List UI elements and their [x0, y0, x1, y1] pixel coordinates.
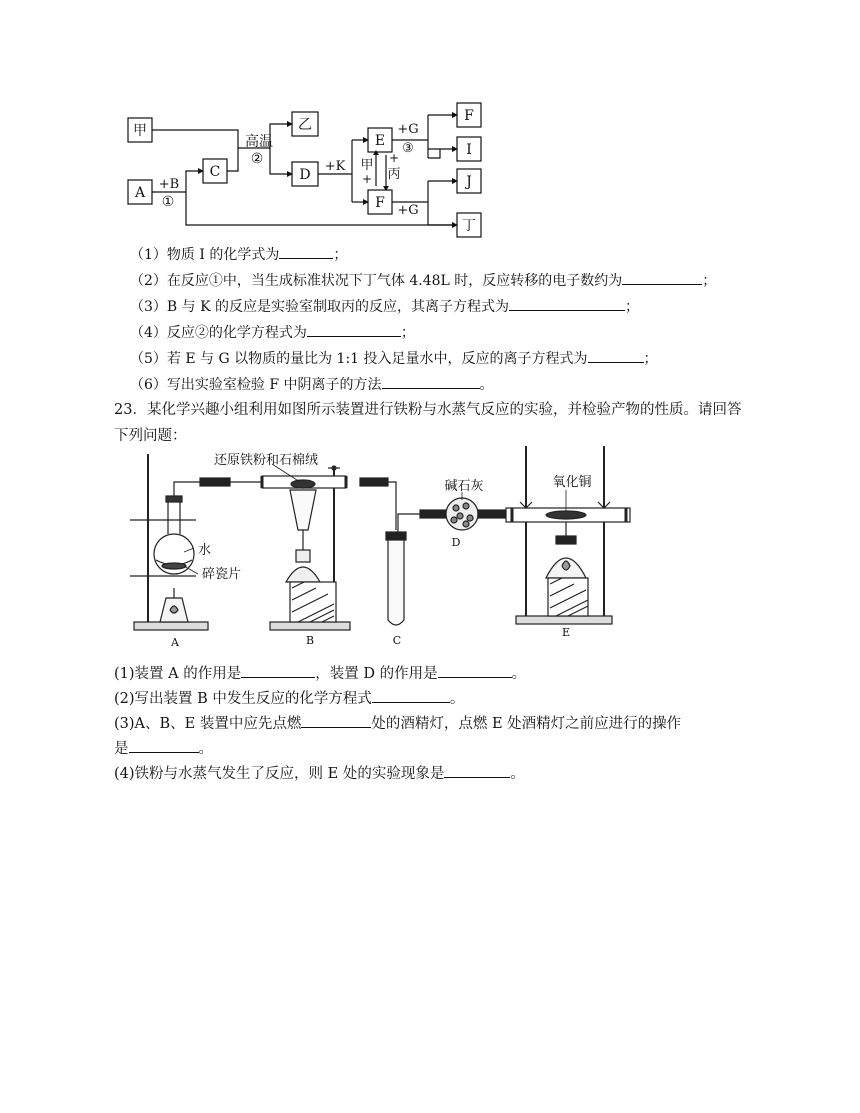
question-text-2: ，装置 D 的作用是: [315, 666, 438, 682]
label-plus-b: +B: [158, 177, 180, 192]
question-tail: ；: [643, 351, 658, 367]
question-22-6: [130, 374, 494, 395]
box-f: F: [375, 195, 385, 211]
question-text: （1）物质 I 的化学式为: [130, 247, 280, 263]
box-c: C: [209, 164, 221, 180]
question-text: （6）写出实验室检验 F 中阴离子的方法: [130, 377, 382, 393]
label-iron-wool: 还原铁粉和石棉绒: [214, 453, 319, 468]
answer-blank[interactable]: [622, 270, 702, 285]
label-c: C: [392, 634, 402, 647]
apparatus-diagram: [0, 442, 860, 652]
question-23-3: [114, 712, 681, 733]
question-text: 是: [114, 741, 129, 757]
label-gaowen: 高温: [245, 134, 273, 150]
label-e: E: [561, 626, 571, 639]
box-i: I: [466, 142, 472, 158]
question-tail: ；: [333, 247, 348, 263]
label-water: 水: [198, 543, 212, 558]
question-22-5: [130, 348, 658, 369]
label-soda-lime: 碱石灰: [444, 479, 484, 494]
question-22-4: [130, 322, 415, 343]
label-bing: 丙: [387, 167, 401, 182]
label-plus-g-bottom: +G: [397, 203, 419, 218]
question-tail: 。: [449, 691, 465, 707]
question-23-2: [114, 687, 464, 708]
box-f-out: F: [464, 108, 474, 124]
question-23-3-cont: [114, 737, 213, 758]
label-a: A: [171, 636, 179, 649]
box-jia: 甲: [133, 123, 147, 139]
question-text: (4)铁粉与水蒸气发生了反应，则 E 处的实验现象是: [114, 766, 445, 782]
answer-blank[interactable]: [509, 296, 625, 311]
label-copper-oxide: 氧化铜: [552, 475, 592, 490]
question-text: (3)A、B、E 装置中应先点燃: [114, 716, 302, 732]
answer-blank[interactable]: [241, 663, 315, 678]
label-b: B: [305, 634, 315, 647]
label-circle1: ①: [161, 194, 175, 210]
label-plus-k: +K: [324, 159, 346, 174]
reaction-flowchart: [0, 0, 860, 245]
question-text-2: 处的酒精灯，点燃 E 处酒精灯之前应进行的操作: [371, 716, 682, 732]
label-porcelain: 碎瓷片: [202, 567, 242, 582]
label-plus-g-top: +G: [397, 122, 419, 137]
answer-blank[interactable]: [382, 374, 480, 389]
question-tail: 。: [479, 377, 494, 393]
answer-blank[interactable]: [438, 663, 512, 678]
answer-blank[interactable]: [588, 348, 644, 363]
question-tail: ；: [400, 325, 415, 341]
answer-blank[interactable]: [301, 713, 371, 728]
label-circle3: ③: [402, 141, 414, 156]
box-e: E: [374, 133, 386, 149]
answer-blank[interactable]: [129, 738, 199, 753]
question-23-4: [114, 762, 525, 783]
question-22-2: [130, 270, 716, 291]
question-text: （3）B 与 K 的反应是实验室制取丙的反应，其离子方程式为: [130, 299, 510, 315]
label-plus-right: +: [388, 151, 400, 165]
question-tail: ；: [702, 273, 717, 289]
label-circle2: ②: [250, 151, 264, 167]
box-j: J: [466, 174, 472, 190]
question-23-1: [114, 662, 526, 683]
answer-blank[interactable]: [372, 688, 450, 703]
label-jia: 甲: [360, 158, 374, 173]
box-d: D: [299, 167, 311, 183]
question-22-1: [130, 244, 347, 265]
label-plus-left: +: [361, 172, 373, 186]
question-text: (1)装置 A 的作用是: [114, 666, 242, 682]
question-22-3: [130, 296, 639, 317]
question-text: （4）反应②的化学方程式为: [130, 325, 307, 341]
question-tail: ；: [625, 299, 640, 315]
answer-blank[interactable]: [279, 244, 333, 259]
box-a: A: [134, 185, 146, 201]
box-yi: 乙: [298, 117, 312, 133]
question-tail: 。: [198, 741, 213, 757]
question-tail: 。: [510, 766, 525, 782]
question-23-intro: 23．某化学兴趣小组利用如图所示装置进行铁粉与水蒸气反应的实验，并检验产物的性质。请回答下列问题：: [114, 402, 742, 444]
question-text: （2）在反应①中，当生成标准状况下丁气体 4.48L 时，反应转移的电子数约为: [130, 273, 623, 289]
answer-blank[interactable]: [307, 322, 401, 337]
box-ding: 丁: [462, 218, 476, 234]
question-tail: 。: [511, 666, 527, 682]
answer-blank[interactable]: [444, 763, 510, 778]
question-text: （5）若 E 与 G 以物质的量比为 1:1 投入足量水中，反应的离子方程式为: [130, 351, 588, 367]
question-text: (2)写出装置 B 中发生反应的化学方程式: [114, 691, 372, 707]
label-d: D: [451, 536, 461, 549]
